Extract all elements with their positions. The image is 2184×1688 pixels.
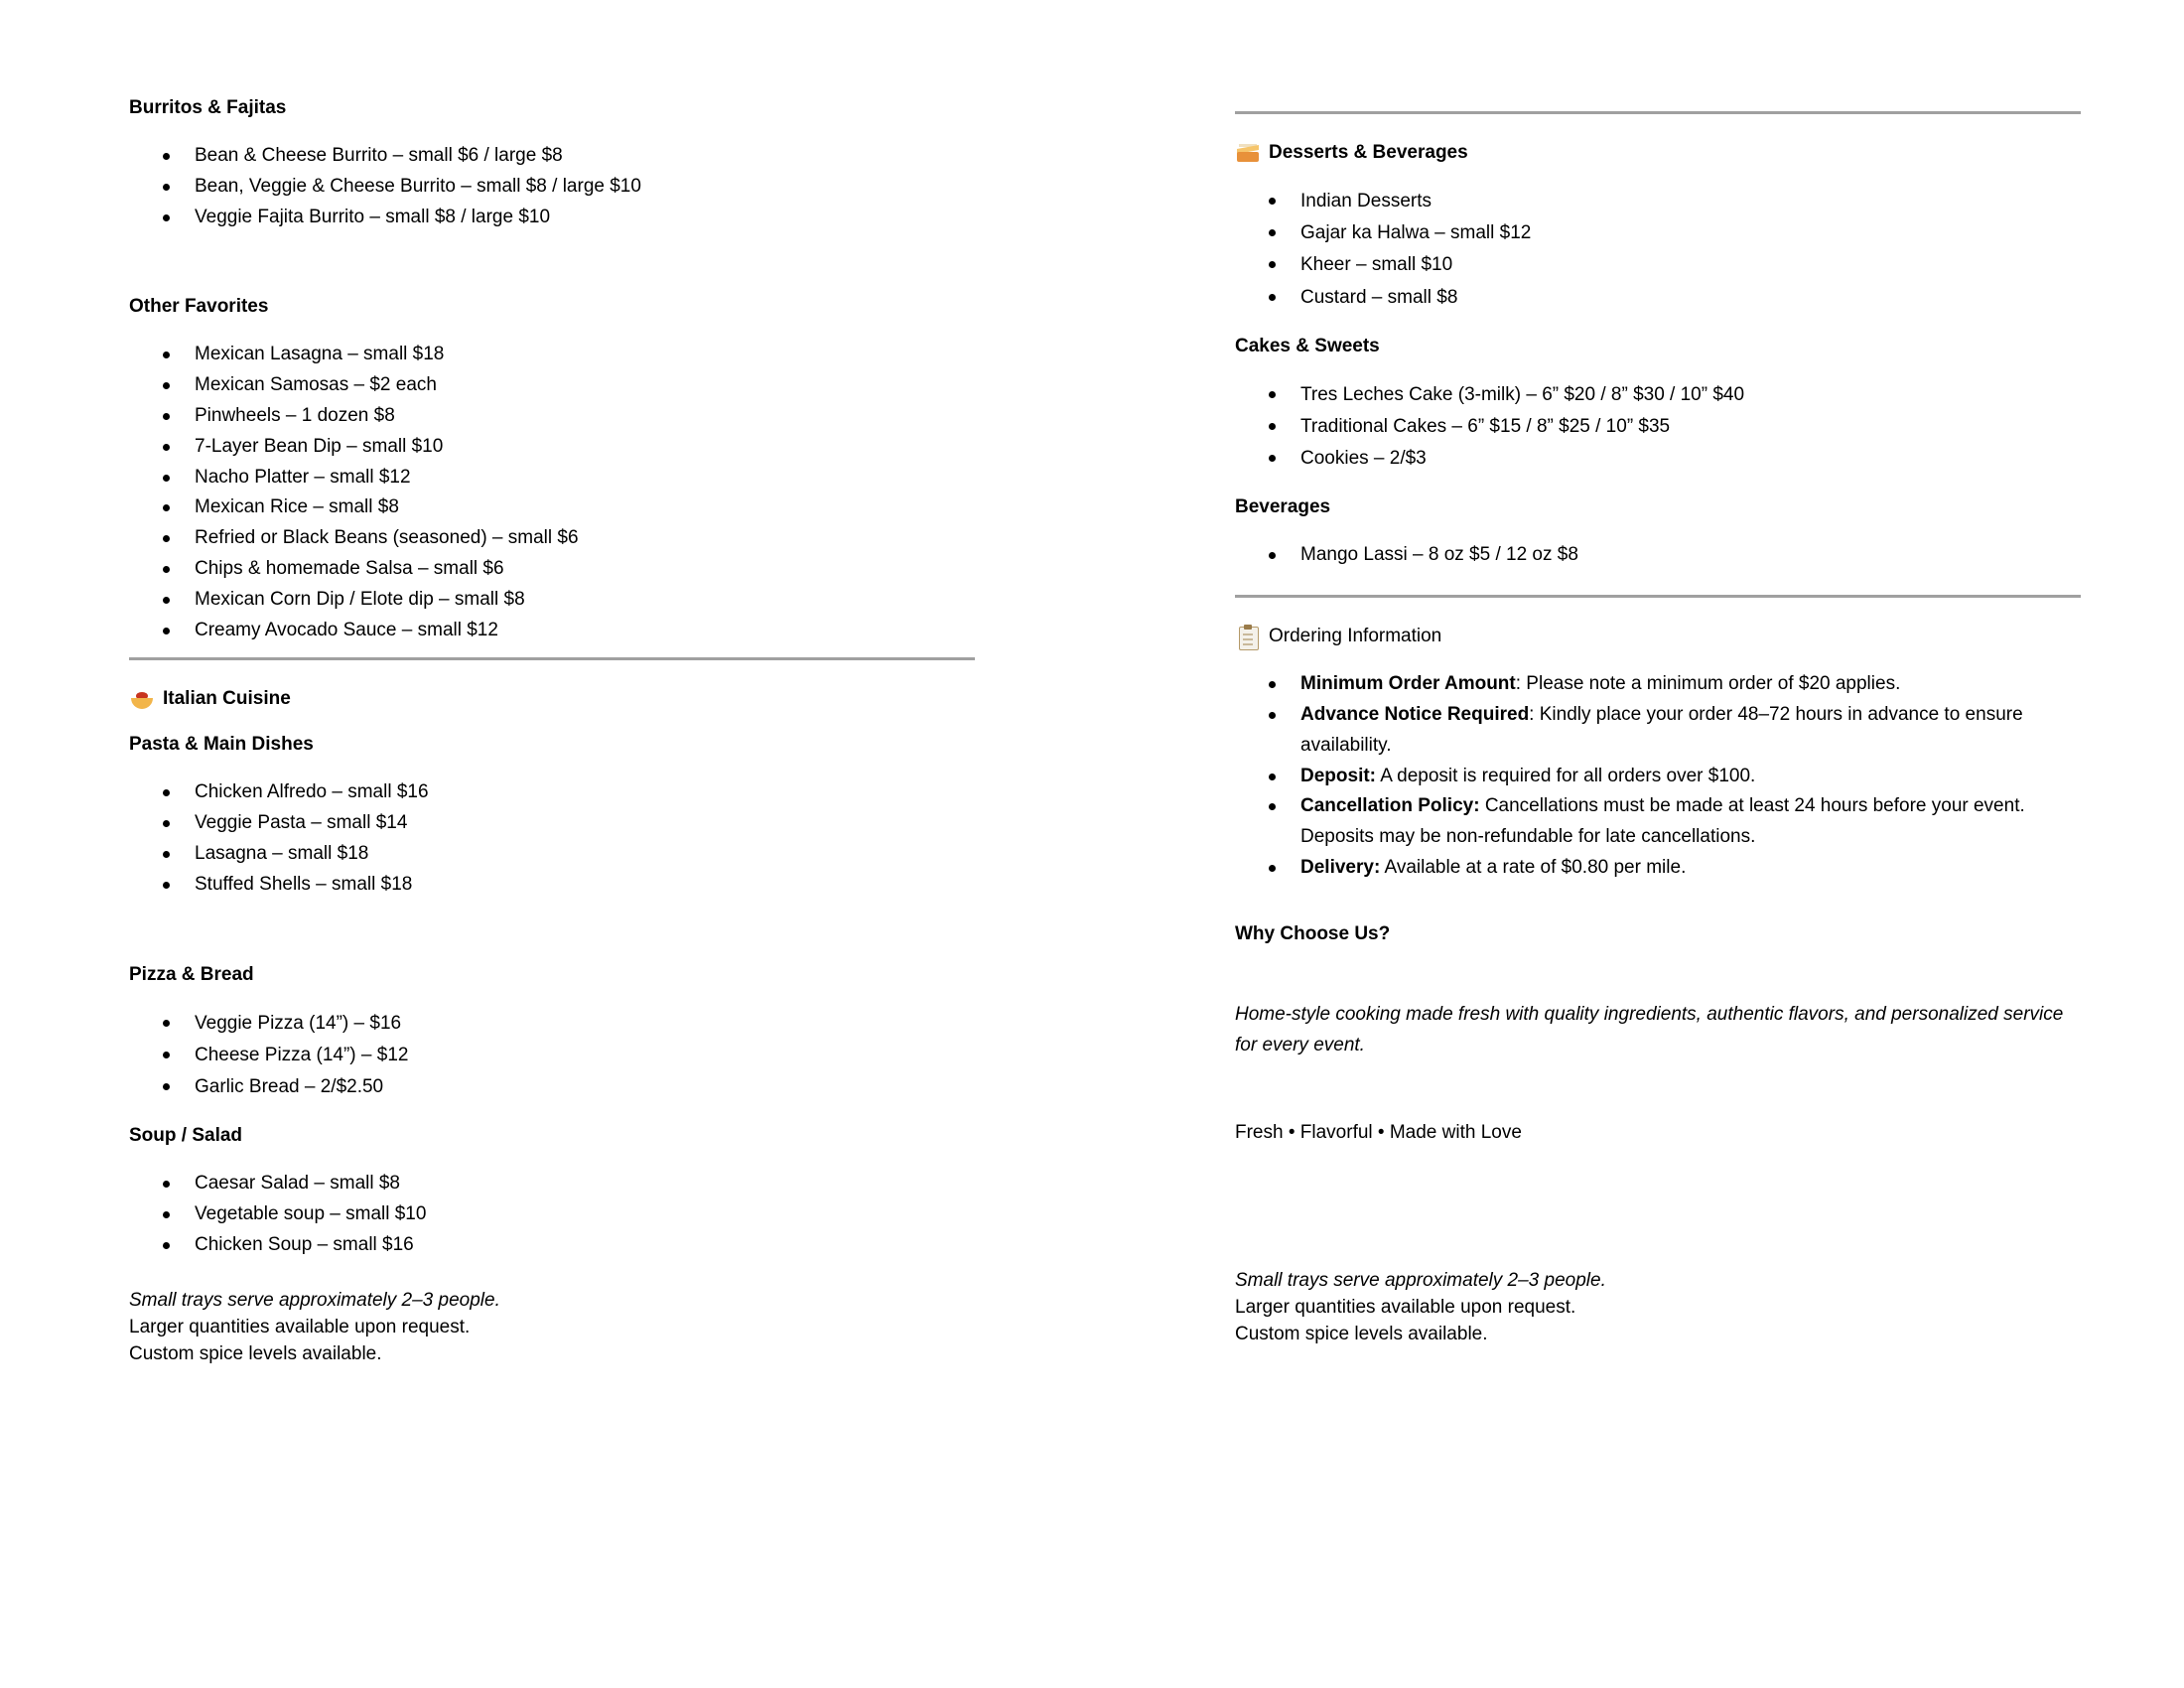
list-item: Bean & Cheese Burrito – small $6 / large $8 xyxy=(129,141,973,172)
serving-note-line: Larger quantities available upon request. xyxy=(1235,1296,1576,1318)
serving-note-line: Small trays serve approximately 2–3 people. xyxy=(129,1289,500,1311)
list-item: Caesar Salad – small $8 xyxy=(129,1169,973,1199)
list-item: Indian Desserts xyxy=(1235,186,2079,217)
list-item: Gajar ka Halwa – small $12 xyxy=(1235,217,2079,249)
ordering-detail: : Please note a minimum order of $20 applies. xyxy=(1515,673,1901,695)
serving-note-line: Larger quantities available upon request. xyxy=(129,1316,471,1337)
list-item: Creamy Avocado Sauce – small $12 xyxy=(129,616,973,646)
ordering-detail: Available at a rate of $0.80 per mile. xyxy=(1380,857,1687,878)
serving-note-line: Custom spice levels available. xyxy=(129,1342,382,1364)
why-text: Home-style cooking made fresh with quality ingredients, authentic flavors, and personalized service for every event. xyxy=(1235,1003,2064,1055)
beverages-heading: Beverages xyxy=(1235,496,1331,518)
burritos-heading: Burritos & Fajitas xyxy=(129,97,287,118)
list-item: Veggie Fajita Burrito – small $8 / large $10 xyxy=(129,203,973,233)
ordering-heading-label: Ordering Information xyxy=(1269,626,1442,647)
list-item: Mango Lassi – 8 oz $5 / 12 oz $8 xyxy=(1235,540,2079,571)
beverages-list xyxy=(1235,540,2079,571)
pasta-list xyxy=(129,777,973,900)
list-item xyxy=(1235,700,2079,762)
list-item xyxy=(1235,669,2079,700)
list-item: Garlic Bread – 2/$2.50 xyxy=(129,1071,973,1103)
ordering-term: Delivery: xyxy=(1300,857,1381,878)
desserts-heading xyxy=(1235,140,2079,166)
desserts-heading-label: Desserts & Beverages xyxy=(1269,142,1468,163)
list-item xyxy=(1235,791,2079,853)
list-item: Refried or Black Beans (seasoned) – small $6 xyxy=(129,523,973,554)
italian-heading-label: Italian Cuisine xyxy=(163,688,291,710)
list-item: Cookies – 2/$3 xyxy=(1235,443,2079,475)
italian-heading xyxy=(129,686,973,712)
list-item: Nacho Platter – small $12 xyxy=(129,463,973,493)
ordering-detail: : Kindly place your order 48–72 hours in advance to ensure availability. xyxy=(1300,704,2023,756)
list-item: Lasagna – small $18 xyxy=(129,839,973,870)
soup-heading: Soup / Salad xyxy=(129,1125,243,1147)
ordering-heading xyxy=(1235,624,2079,649)
right-column xyxy=(1235,111,2079,1347)
list-item xyxy=(1235,762,2079,792)
list-item: Pinwheels – 1 dozen $8 xyxy=(129,401,973,432)
serving-note xyxy=(1235,1267,2079,1347)
ordering-term: Deposit: xyxy=(1300,765,1376,786)
serving-note xyxy=(129,1287,973,1367)
pasta-bowl-icon xyxy=(129,686,155,712)
tagline: Fresh • Flavorful • Made with Love xyxy=(1235,1121,1522,1143)
indian-desserts-list xyxy=(1235,186,2079,314)
list-item: Mexican Rice – small $8 xyxy=(129,492,973,523)
ordering-detail: A deposit is required for all orders over $100. xyxy=(1376,765,1756,786)
ordering-term: Advance Notice Required xyxy=(1300,704,1530,726)
list-item: Traditional Cakes – 6” $15 / 8” $25 / 10” $35 xyxy=(1235,411,2079,443)
ordering-term: Minimum Order Amount xyxy=(1300,673,1516,695)
list-item: Bean, Veggie & Cheese Burrito – small $8 / large $10 xyxy=(129,172,973,203)
list-item: Mexican Lasagna – small $18 xyxy=(129,340,973,370)
cakes-list xyxy=(1235,379,2079,476)
list-item: Chicken Soup – small $16 xyxy=(129,1230,973,1261)
ordering-detail: Cancellations must be made at least 24 hours before your event. Deposits may be non-refundable for late cancellations. xyxy=(1300,795,2025,848)
pasta-heading: Pasta & Main Dishes xyxy=(129,734,314,756)
favorites-heading: Other Favorites xyxy=(129,296,269,318)
list-item: Kheer – small $10 xyxy=(1235,249,2079,281)
list-item: 7-Layer Bean Dip – small $10 xyxy=(129,432,973,463)
left-column xyxy=(129,95,973,1367)
list-item xyxy=(1235,853,2079,884)
serving-note-line: Custom spice levels available. xyxy=(1235,1323,1488,1344)
why-heading: Why Choose Us? xyxy=(1235,922,1391,944)
list-item: Cheese Pizza (14”) – $12 xyxy=(129,1040,973,1071)
pizza-heading: Pizza & Bread xyxy=(129,963,254,985)
soup-list xyxy=(129,1169,973,1260)
list-item: Mexican Corn Dip / Elote dip – small $8 xyxy=(129,585,973,616)
ordering-term: Cancellation Policy: xyxy=(1300,795,1480,817)
list-item: Stuffed Shells – small $18 xyxy=(129,870,973,901)
list-item: Chicken Alfredo – small $16 xyxy=(129,777,973,808)
list-item: Mexican Samosas – $2 each xyxy=(129,370,973,401)
list-item: Chips & homemade Salsa – small $6 xyxy=(129,554,973,585)
cakes-heading: Cakes & Sweets xyxy=(1235,335,1380,356)
list-item: Tres Leches Cake (3-milk) – 6” $20 / 8” $30 / 10” $40 xyxy=(1235,379,2079,411)
ordering-list xyxy=(1235,669,2079,884)
list-item: Veggie Pasta – small $14 xyxy=(129,808,973,839)
burritos-list xyxy=(129,141,973,232)
list-item: Custard – small $8 xyxy=(1235,282,2079,314)
pizza-list xyxy=(129,1008,973,1104)
list-item: Veggie Pizza (14”) – $16 xyxy=(129,1008,973,1040)
list-item: Vegetable soup – small $10 xyxy=(129,1199,973,1230)
clipboard-icon xyxy=(1235,624,1261,649)
serving-note-line: Small trays serve approximately 2–3 people. xyxy=(1235,1269,1606,1291)
cake-slice-icon xyxy=(1235,140,1261,166)
favorites-list xyxy=(129,340,973,645)
